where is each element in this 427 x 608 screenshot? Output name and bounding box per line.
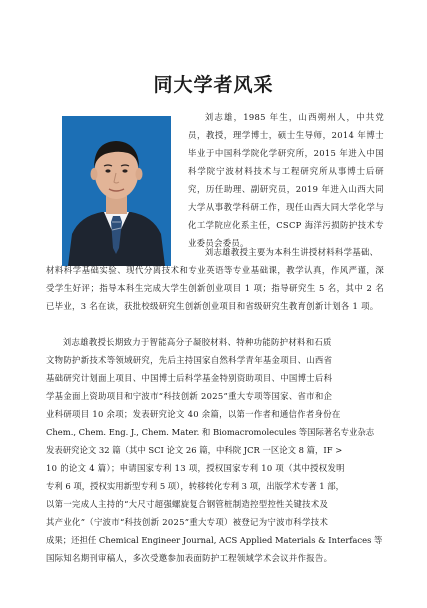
bio-paragraph-3-line: 专利 6 项，授权实用新型专利 5 项），转移转化专利 3 项，出版学术专著 1 部， (46, 481, 345, 491)
bio-paragraph-1: 刘志雄，1985 年生，山西朔州人，中共党员，教授，理学博士，硕士生导师，2014 年博士毕业于中国科学院化学研究所，2015 年进入中国科学院宁波材料技术与工程研究所从事博士后研究，历任助理、副研究员，2019 年进入山西大同大学从事教学科研工作，现任山西大同大学化学与化工学院应化系主任，CSCP 海洋污损防护技术专业委员会委员。 (188, 112, 384, 248)
bio-paragraph-2 (46, 243, 384, 315)
bio-paragraph-3-line: 成果；还担任 Chemical Engineer Journal, ACS Applied Materials & Interfaces 等 (46, 535, 383, 545)
bio-paragraph-3-line: 文物防护新技术等领域研究，先后主持国家自然科学青年基金项目、山西省 (46, 355, 333, 365)
bio-paragraph-3-line: 发表研究论文 32 篇（其中 SCI 论文 26 篇，中科院 JCR 一区论文 8 篇，IF > (46, 445, 343, 455)
bio-paragraph-3 (46, 333, 384, 567)
page-title: 同大学者风采 (153, 74, 274, 96)
bio-paragraph-2-body: 材料科学基础实验、现代分离技术和专业英语等专业基础课，教学认真，作风严谨，深受学生好评；指导本科生完成大学生创新创业项目 1 项；指导研究生 5 名，其中 2 名已毕业，3 名在读，获批校级研究生创新创业项目和省级研究生教育创新计划各 1 项。 (46, 265, 384, 311)
bio-paragraph-3-line: 业科研项目 10 余项；发表研究论文 40 余篇，以第一作者和通信作者身份在 (46, 409, 341, 419)
bio-paragraph-3-line: 以第一完成人主持的“大尺寸超强螺旋复合钢管桩制造控型控性关键技术及 (46, 499, 329, 509)
bio-paragraph-3-line: 10 的论文 4 篇）；申请国家专利 13 项，授权国家专利 10 项（其中授权发明 (46, 463, 345, 473)
bio-paragraph-2-first-line: 刘志雄教授主要为本科生讲授材料科学基础、 (204, 247, 379, 257)
bio-paragraph-3-line: 学基金面上资助项目和宁波市“科技创新 2025”重大专项等国家、省市和企 (46, 391, 333, 401)
bio-paragraph-3-line: 国际知名期刊审稿人，多次受邀参加表面防护工程领域学术会议并作报告。 (46, 553, 333, 563)
bio-paragraph-3-line: 其产业化”（宁波市“科技创新 2025”重大专项）被登记为宁波市科学技术 (46, 517, 329, 527)
bio-paragraph-3-line: Chem., Chem. Eng. J., Chem. Mater. 和 Biomacromolecules 等国际著名专业杂志 (46, 427, 375, 437)
bio-paragraph-3-line: 刘志雄教授长期致力于智能高分子凝胶材料、特种功能防护材料和石质 (62, 337, 332, 347)
bio-paragraph-3-line: 基础研究计划面上项目、中国博士后科学基金特别资助项目、中国博士后科 (46, 373, 333, 383)
